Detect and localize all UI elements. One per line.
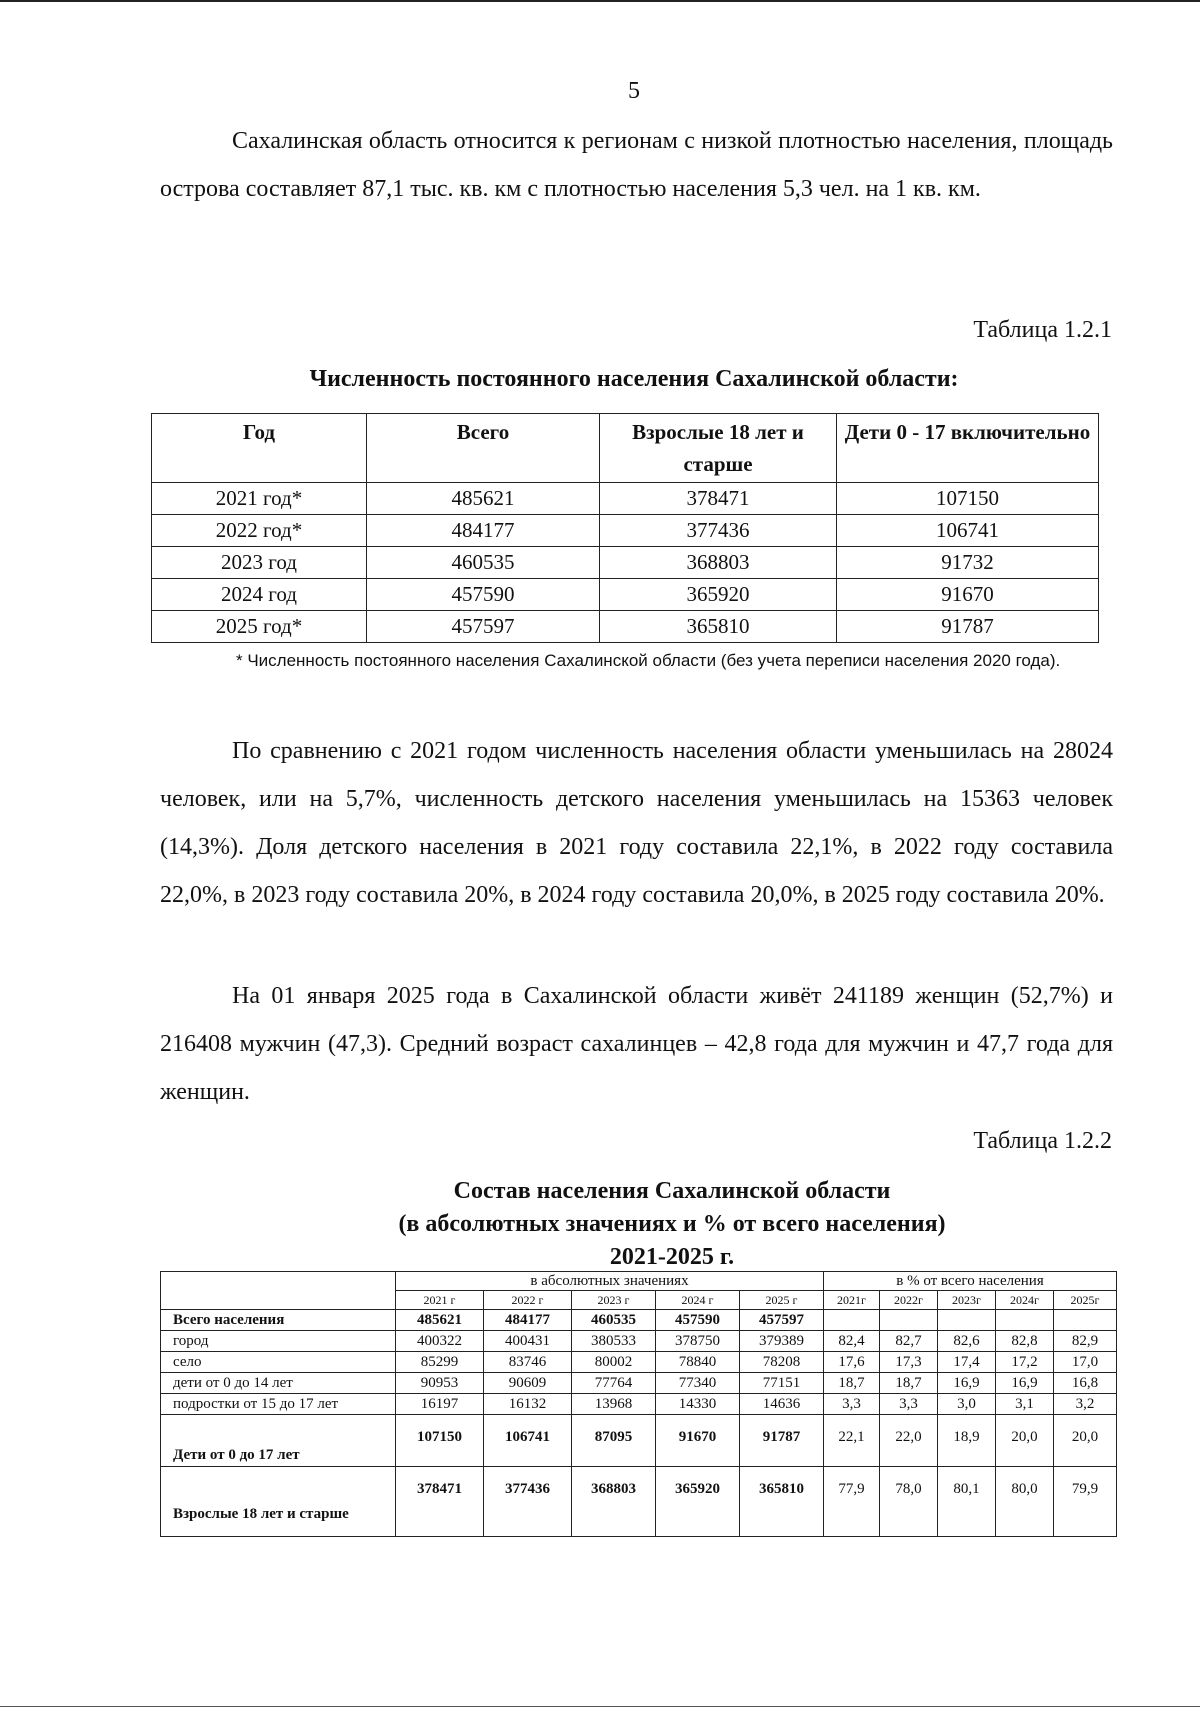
page-number: 5	[628, 78, 640, 104]
cell-pct: 3,0	[938, 1394, 996, 1415]
header-children: Дети 0 - 17 включительно	[837, 414, 1099, 483]
cell-abs: 91670	[656, 1415, 740, 1467]
table-header-row	[152, 414, 1099, 483]
cell-pct: 82,8	[996, 1331, 1054, 1352]
cell-pct: 16,9	[938, 1373, 996, 1394]
cell-children: 91732	[837, 547, 1099, 579]
cell-pct	[938, 1310, 996, 1331]
cell-abs: 365810	[740, 1467, 824, 1537]
cell-total: 457590	[367, 579, 600, 611]
cell-pct: 82,7	[880, 1331, 938, 1352]
cell-pct	[824, 1310, 880, 1331]
cell-abs: 400322	[396, 1331, 484, 1352]
cell-children: 91670	[837, 579, 1099, 611]
cell-pct: 18,7	[824, 1373, 880, 1394]
cell-pct	[996, 1310, 1054, 1331]
year-pct: 2024г	[996, 1291, 1054, 1310]
cell-pct: 3,2	[1054, 1394, 1117, 1415]
cell-pct: 16,8	[1054, 1373, 1117, 1394]
cell-total: 460535	[367, 547, 600, 579]
table-row	[161, 1352, 1117, 1373]
cell-pct: 20,0	[1054, 1415, 1117, 1467]
cell-pct: 82,4	[824, 1331, 880, 1352]
cell-abs: 380533	[572, 1331, 656, 1352]
group-absolute: в абсолютных значениях	[396, 1272, 824, 1291]
year-pct: 2023г	[938, 1291, 996, 1310]
cell-adults: 377436	[600, 515, 837, 547]
table-row	[152, 547, 1099, 579]
cell-abs: 106741	[484, 1415, 572, 1467]
bottom-border-line	[0, 1706, 1200, 1707]
cell-abs: 13968	[572, 1394, 656, 1415]
cell-abs: 378750	[656, 1331, 740, 1352]
cell-pct: 79,9	[1054, 1467, 1117, 1537]
table-row	[161, 1373, 1117, 1394]
cell-adults: 378471	[600, 483, 837, 515]
paragraph-gender: На 01 января 2025 года в Сахалинской области живёт 241189 женщин (52,7%) и 216408 мужчин (47,3). Средний возраст сахалинцев – 42,8 года для мужчин и 47,7 года для женщин.	[160, 983, 1113, 1105]
table-2-title-line: Состав населения Сахалинской области	[453, 1178, 891, 1204]
table-1-footnote: * Численность постоянного населения Сахалинской области (без учета переписи населения 2020 года).	[236, 651, 1061, 670]
cell-abs: 365920	[656, 1467, 740, 1537]
cell-abs: 460535	[572, 1310, 656, 1331]
row-label: подростки от 15 до 17 лет	[161, 1394, 396, 1415]
cell-total: 485621	[367, 483, 600, 515]
composition-table	[160, 1271, 1117, 1537]
table-row	[161, 1331, 1117, 1352]
table-2-title	[72, 1175, 1200, 1274]
cell-pct	[880, 1310, 938, 1331]
cell-abs: 91787	[740, 1415, 824, 1467]
cell-pct: 82,6	[938, 1331, 996, 1352]
cell-abs: 377436	[484, 1467, 572, 1537]
paragraph-comparison: По сравнению с 2021 годом численность населения области уменьшилась на 28024 человек, или на 5,7%, численность детского населения уменьшилась на 15363 человек (14,3%). Доля детского населения в 2021 году составила 22,1%, в 2022 году составила 22,0%, в 2023 году составила 20%, в 2024 году составила 20,0%, в 2025 году составила 20%.	[160, 738, 1113, 908]
cell-abs: 78840	[656, 1352, 740, 1373]
header-year: Год	[152, 414, 367, 483]
cell-abs: 107150	[396, 1415, 484, 1467]
table-row	[161, 1467, 1117, 1537]
cell-pct: 17,6	[824, 1352, 880, 1373]
cell-pct: 22,1	[824, 1415, 880, 1467]
cell-pct: 17,3	[880, 1352, 938, 1373]
cell-pct: 78,0	[880, 1467, 938, 1537]
year-abs: 2025 г	[740, 1291, 824, 1310]
cell-abs: 16132	[484, 1394, 572, 1415]
year-abs: 2023 г	[572, 1291, 656, 1310]
cell-children: 106741	[837, 515, 1099, 547]
cell-pct: 3,1	[996, 1394, 1054, 1415]
cell-pct: 3,3	[880, 1394, 938, 1415]
cell-adults: 365810	[600, 611, 837, 643]
cell-abs: 77340	[656, 1373, 740, 1394]
table-1-label: Таблица 1.2.1	[973, 317, 1112, 343]
cell-pct: 80,0	[996, 1467, 1054, 1537]
cell-pct: 82,9	[1054, 1331, 1117, 1352]
cell-pct: 22,0	[880, 1415, 938, 1467]
cell-children: 107150	[837, 483, 1099, 515]
cell-total: 457597	[367, 611, 600, 643]
cell-abs: 400431	[484, 1331, 572, 1352]
population-table	[151, 413, 1099, 643]
top-border-line	[0, 0, 1200, 2]
cell-adults: 365920	[600, 579, 837, 611]
cell-abs: 90953	[396, 1373, 484, 1394]
group-percent: в % от всего населения	[824, 1272, 1117, 1291]
cell-abs: 379389	[740, 1331, 824, 1352]
row-label: город	[161, 1331, 396, 1352]
cell-abs: 378471	[396, 1467, 484, 1537]
row-label: Взрослые 18 лет и старше	[161, 1467, 396, 1537]
cell-year: 2021 год*	[152, 483, 367, 515]
row-label: Всего населения	[161, 1310, 396, 1331]
cell-pct: 18,7	[880, 1373, 938, 1394]
cell-abs: 457597	[740, 1310, 824, 1331]
cell-abs: 14636	[740, 1394, 824, 1415]
table-2-title-line: (в абсолютных значениях и % от всего населения)	[398, 1211, 946, 1237]
cell-pct: 17,4	[938, 1352, 996, 1373]
cell-abs: 368803	[572, 1467, 656, 1537]
year-pct: 2021г	[824, 1291, 880, 1310]
cell-pct: 16,9	[996, 1373, 1054, 1394]
cell-abs: 14330	[656, 1394, 740, 1415]
table-row	[152, 579, 1099, 611]
year-pct: 2025г	[1054, 1291, 1117, 1310]
cell-year: 2022 год*	[152, 515, 367, 547]
cell-year: 2023 год	[152, 547, 367, 579]
table-2-label: Таблица 1.2.2	[973, 1128, 1112, 1154]
row-label: село	[161, 1352, 396, 1373]
table-2-title-line: 2021-2025 г.	[609, 1244, 735, 1270]
cell-abs: 78208	[740, 1352, 824, 1373]
cell-pct: 17,2	[996, 1352, 1054, 1373]
table-1-title: Численность постоянного населения Сахалинской области:	[309, 366, 959, 392]
cell-children: 91787	[837, 611, 1099, 643]
cell-total: 484177	[367, 515, 600, 547]
row-label: дети от 0 до 14 лет	[161, 1373, 396, 1394]
cell-year: 2025 год*	[152, 611, 367, 643]
cell-abs: 77151	[740, 1373, 824, 1394]
cell-pct	[1054, 1310, 1117, 1331]
year-abs: 2022 г	[484, 1291, 572, 1310]
cell-pct: 80,1	[938, 1467, 996, 1537]
cell-pct: 77,9	[824, 1467, 880, 1537]
cell-abs: 87095	[572, 1415, 656, 1467]
corner-cell	[161, 1272, 396, 1310]
cell-adults: 368803	[600, 547, 837, 579]
header-adults: Взрослые 18 лет и старше	[600, 414, 837, 483]
year-abs: 2021 г	[396, 1291, 484, 1310]
group-header-row	[161, 1272, 1117, 1291]
cell-pct: 18,9	[938, 1415, 996, 1467]
cell-abs: 80002	[572, 1352, 656, 1373]
header-total: Всего	[367, 414, 600, 483]
table-row	[152, 611, 1099, 643]
cell-abs: 77764	[572, 1373, 656, 1394]
cell-year: 2024 год	[152, 579, 367, 611]
year-pct: 2022г	[880, 1291, 938, 1310]
table-row	[161, 1310, 1117, 1331]
cell-abs: 90609	[484, 1373, 572, 1394]
cell-abs: 485621	[396, 1310, 484, 1331]
cell-abs: 83746	[484, 1352, 572, 1373]
table-row	[152, 515, 1099, 547]
cell-pct: 3,3	[824, 1394, 880, 1415]
year-abs: 2024 г	[656, 1291, 740, 1310]
table-row	[161, 1415, 1117, 1467]
paragraph-density: Сахалинская область относится к регионам с низкой плотностью населения, площадь острова составляет 87,1 тыс. кв. км с плотностью населения 5,3 чел. на 1 кв. км.	[160, 128, 1113, 202]
cell-abs: 457590	[656, 1310, 740, 1331]
row-label: Дети от 0 до 17 лет	[161, 1415, 396, 1467]
table-row	[161, 1394, 1117, 1415]
table-row	[152, 483, 1099, 515]
cell-abs: 85299	[396, 1352, 484, 1373]
cell-pct: 20,0	[996, 1415, 1054, 1467]
cell-abs: 16197	[396, 1394, 484, 1415]
cell-abs: 484177	[484, 1310, 572, 1331]
cell-pct: 17,0	[1054, 1352, 1117, 1373]
